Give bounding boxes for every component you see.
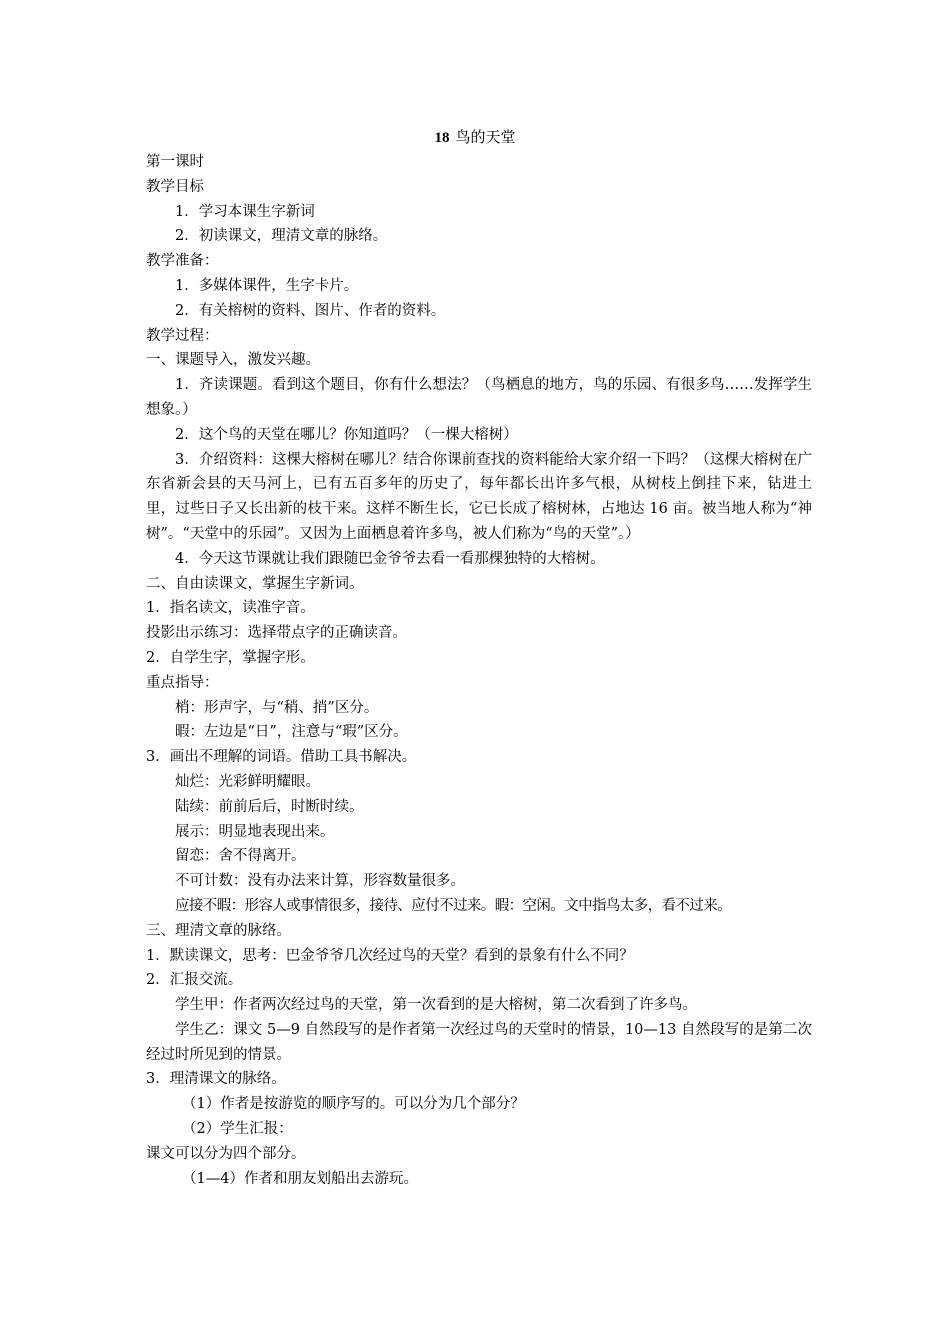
text-line: 暇：左边是“日”，注意与“瑕”区分。	[175, 724, 408, 741]
text-line: 3．理清课文的脉络。	[146, 1071, 286, 1088]
text-line: 不可计数：没有办法来计算，形容数量很多。	[175, 873, 465, 890]
text-line: 投影出示练习：选择带点字的正确读音。	[146, 625, 407, 642]
text-line: 2．自学生字，掌握字形。	[146, 649, 315, 666]
text-line: 第一课时	[146, 154, 204, 170]
text-line: （1—4）作者和朋友划船出去游玩。	[182, 1170, 418, 1187]
text-line: 一、课题导入，激发兴趣。	[146, 352, 320, 369]
lesson-number: 18	[434, 130, 450, 146]
text-line: 2．汇报交流。	[146, 972, 243, 989]
text-line: 展示：明显地表现出来。	[175, 823, 335, 840]
text-line: 教学准备：	[146, 253, 219, 270]
text-line: 梢：形声字，与“稍、捎”区分。	[175, 699, 379, 716]
text-line: 4．今天这节课就让我们跟随巴金爷爷去看一看那棵独特的大榕树。	[175, 550, 605, 567]
text-line: 学生甲：作者两次经过鸟的天堂，第一次看到的是大榕树，第二次看到了许多鸟。	[175, 997, 697, 1014]
text-line: 1．指名读文，读准字音。	[146, 600, 315, 617]
text-line: 1．多媒体课件，生字卡片。	[175, 277, 359, 294]
text-line: 陆续：前前后后，时断时续。	[175, 798, 364, 815]
text-line: 1．默读课文，思考：巴金爷爷几次经过鸟的天堂？看到的景象有什么不同？	[146, 947, 634, 964]
lesson-title	[0, 124, 950, 151]
text-line: （2）学生汇报：	[182, 1121, 293, 1138]
text-line: 教学过程：	[146, 327, 219, 344]
text-line: 留恋：舍不得离开。	[175, 848, 306, 865]
document-body	[146, 150, 812, 1191]
text-paragraph: 学生乙：课文 5—9 自然段写的是作者第一次经过鸟的天堂时的情景，10—13 自然段写的是第二次经过时所见到的情景。	[146, 1021, 812, 1063]
text-line: 2．有关榕树的资料、图片、作者的资料。	[175, 302, 446, 319]
text-line: 二、自由读课文，掌握生字新词。	[146, 575, 364, 592]
text-line: 1．学习本课生字新词	[175, 203, 315, 220]
text-line: 重点指导：	[146, 674, 219, 691]
text-paragraph: 1．齐读课题。看到这个题目，你有什么想法？（鸟栖息的地方，鸟的乐园、有很多鸟……发挥学生想象。）	[146, 377, 812, 418]
text-paragraph: 3．介绍资料：这棵大榕树在哪儿？结合你课前查找的资料能给大家介绍一下吗？（这棵大榕树在广东省新会县的天马河上，已有五百多年的历史了，每年都长出许多气根，从树枝上倒挂下来，钻进土里，过些日子又长出新的枝干来。这样不断生长，它已长成了榕树林，占地达 16 亩。被当地人称为“神树”。“天堂中的乐园”。又因为上面栖息着许多鸟，被人们称为“鸟的天堂”。）	[146, 451, 812, 542]
text-line: 课文可以分为四个部分。	[146, 1145, 306, 1162]
text-line: 应接不暇：形容人或事情很多，接待、应付不过来。暇：空闲。文中指鸟太多，看不过来。	[175, 897, 731, 914]
text-line: 教学目标	[146, 178, 204, 195]
text-line: 三、理清文章的脉络。	[146, 922, 291, 939]
text-line: （1）作者是按游览的顺序写的。可以分为几个部分？	[182, 1096, 525, 1113]
text-line: 2．这个鸟的天堂在哪儿？你知道吗？（一棵大榕树）	[175, 426, 518, 443]
lesson-title-text: 鸟的天堂	[455, 128, 516, 146]
text-line: 2．初读课文，理清文章的脉络。	[175, 228, 388, 245]
text-line: 3．画出不理解的词语。借助工具书解决。	[146, 749, 417, 766]
text-line: 灿烂：光彩鲜明耀眼。	[175, 773, 320, 790]
